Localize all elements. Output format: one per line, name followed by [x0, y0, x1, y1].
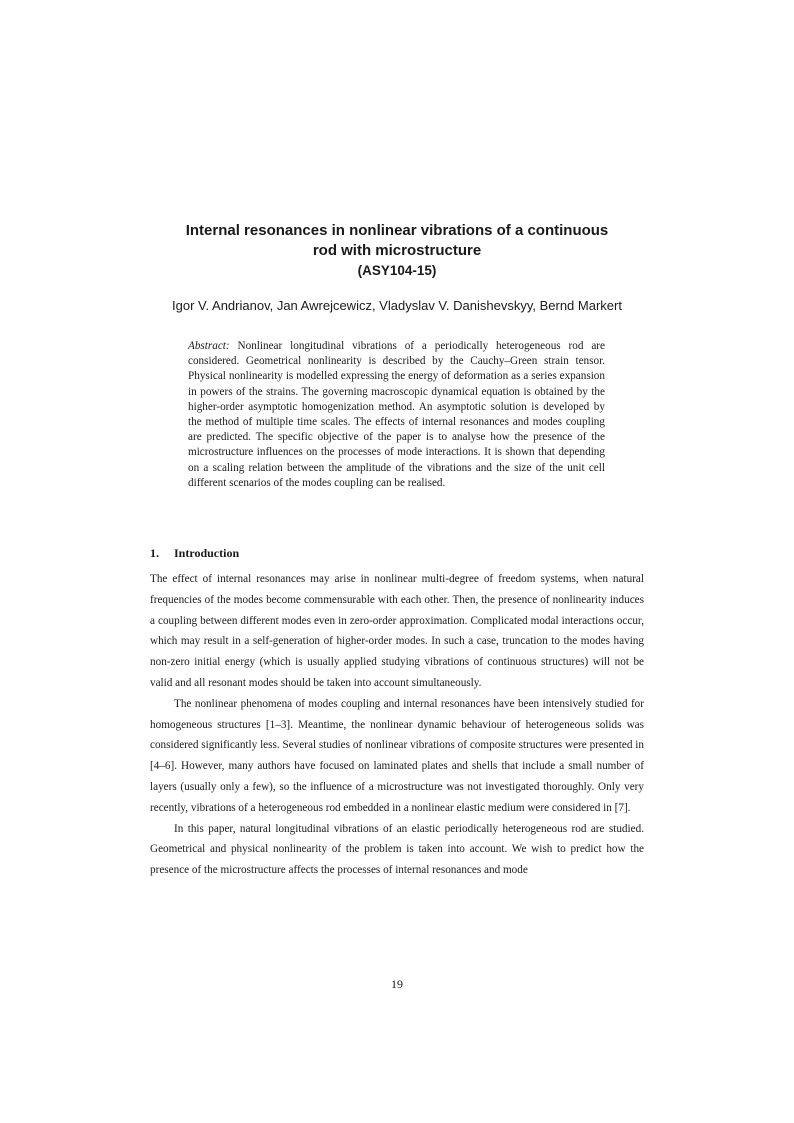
- section-number: 1.: [150, 546, 159, 560]
- abstract-label: Abstract:: [188, 340, 230, 352]
- page-number: 19: [391, 977, 403, 991]
- abstract: [188, 339, 605, 491]
- title-line-1: Internal resonances in nonlinear vibrations of a continuous: [185, 222, 609, 239]
- section-heading: [150, 546, 239, 561]
- paper-code: (ASY104-15): [357, 263, 437, 278]
- paragraph: In this paper, natural longitudinal vibrations of an elastic periodically heterogeneous rod are studied. Geometrical and physical nonlinearity of the problem is taken into account. We wish to predict how the presence of the microstructure affects the processes of internal resonances and mode: [150, 822, 644, 877]
- author-list: Igor V. Andrianov, Jan Awrejcewicz, Vladyslav V. Danishevskyy, Bernd Markert: [172, 298, 622, 313]
- paragraph: The effect of internal resonances may arise in nonlinear multi-degree of freedom systems, when natural frequencies of the modes become commensurable with each other. Then, the presence of nonlinearity induces a coupling between different modes even in zero-order approximation. Complicated modal interactions occur, which may result in a self-generation of higher-order modes. In such a case, truncation to the modes having non-zero initial energy (which is usually applied studying vibrations of continuous structures) will not be valid and all resonant modes should be taken into account simultaneously.: [150, 573, 644, 689]
- abstract-text: Nonlinear longitudinal vibrations of a periodically heterogeneous rod are considered. Geometrical nonlinearity is described by the Cauchy–Green strain tensor. Physical nonlinearity is modelled expressing the energy of deformation as a series expansion in powers of the strains. The governing macroscopic dynamical equation is obtained by the higher-order asymptotic homogenization method. An asymptotic solution is developed by the method of multiple time scales. The effects of internal resonances and modes coupling are predicted. The specific objective of the paper is to analyse how the presence of the microstructure influences on the processes of mode interactions. It is shown that depending on a scaling relation between the amplitude of the vibrations and the size of the unit cell different scenarios of the modes coupling can be realised.: [188, 340, 605, 489]
- section-title: Introduction: [174, 546, 240, 560]
- paragraph: The nonlinear phenomena of modes coupling and internal resonances have been intensively studied for homogeneous structures [1–3]. Meantime, the nonlinear dynamic behaviour of heterogeneous solids was considered significantly less. Several studies of nonlinear vibrations of composite structures were presented in [4–6]. However, many authors have focused on laminated plates and shells that include a small number of layers (usually only a few), so the influence of a microstructure was not investigated thoroughly. Only very recently, vibrations of a heterogeneous rod embedded in a nonlinear elastic medium were considered in [7].: [150, 697, 644, 814]
- paper-title: [120, 221, 674, 281]
- body-text: [150, 569, 644, 881]
- title-line-2: rod with microstructure: [312, 242, 482, 259]
